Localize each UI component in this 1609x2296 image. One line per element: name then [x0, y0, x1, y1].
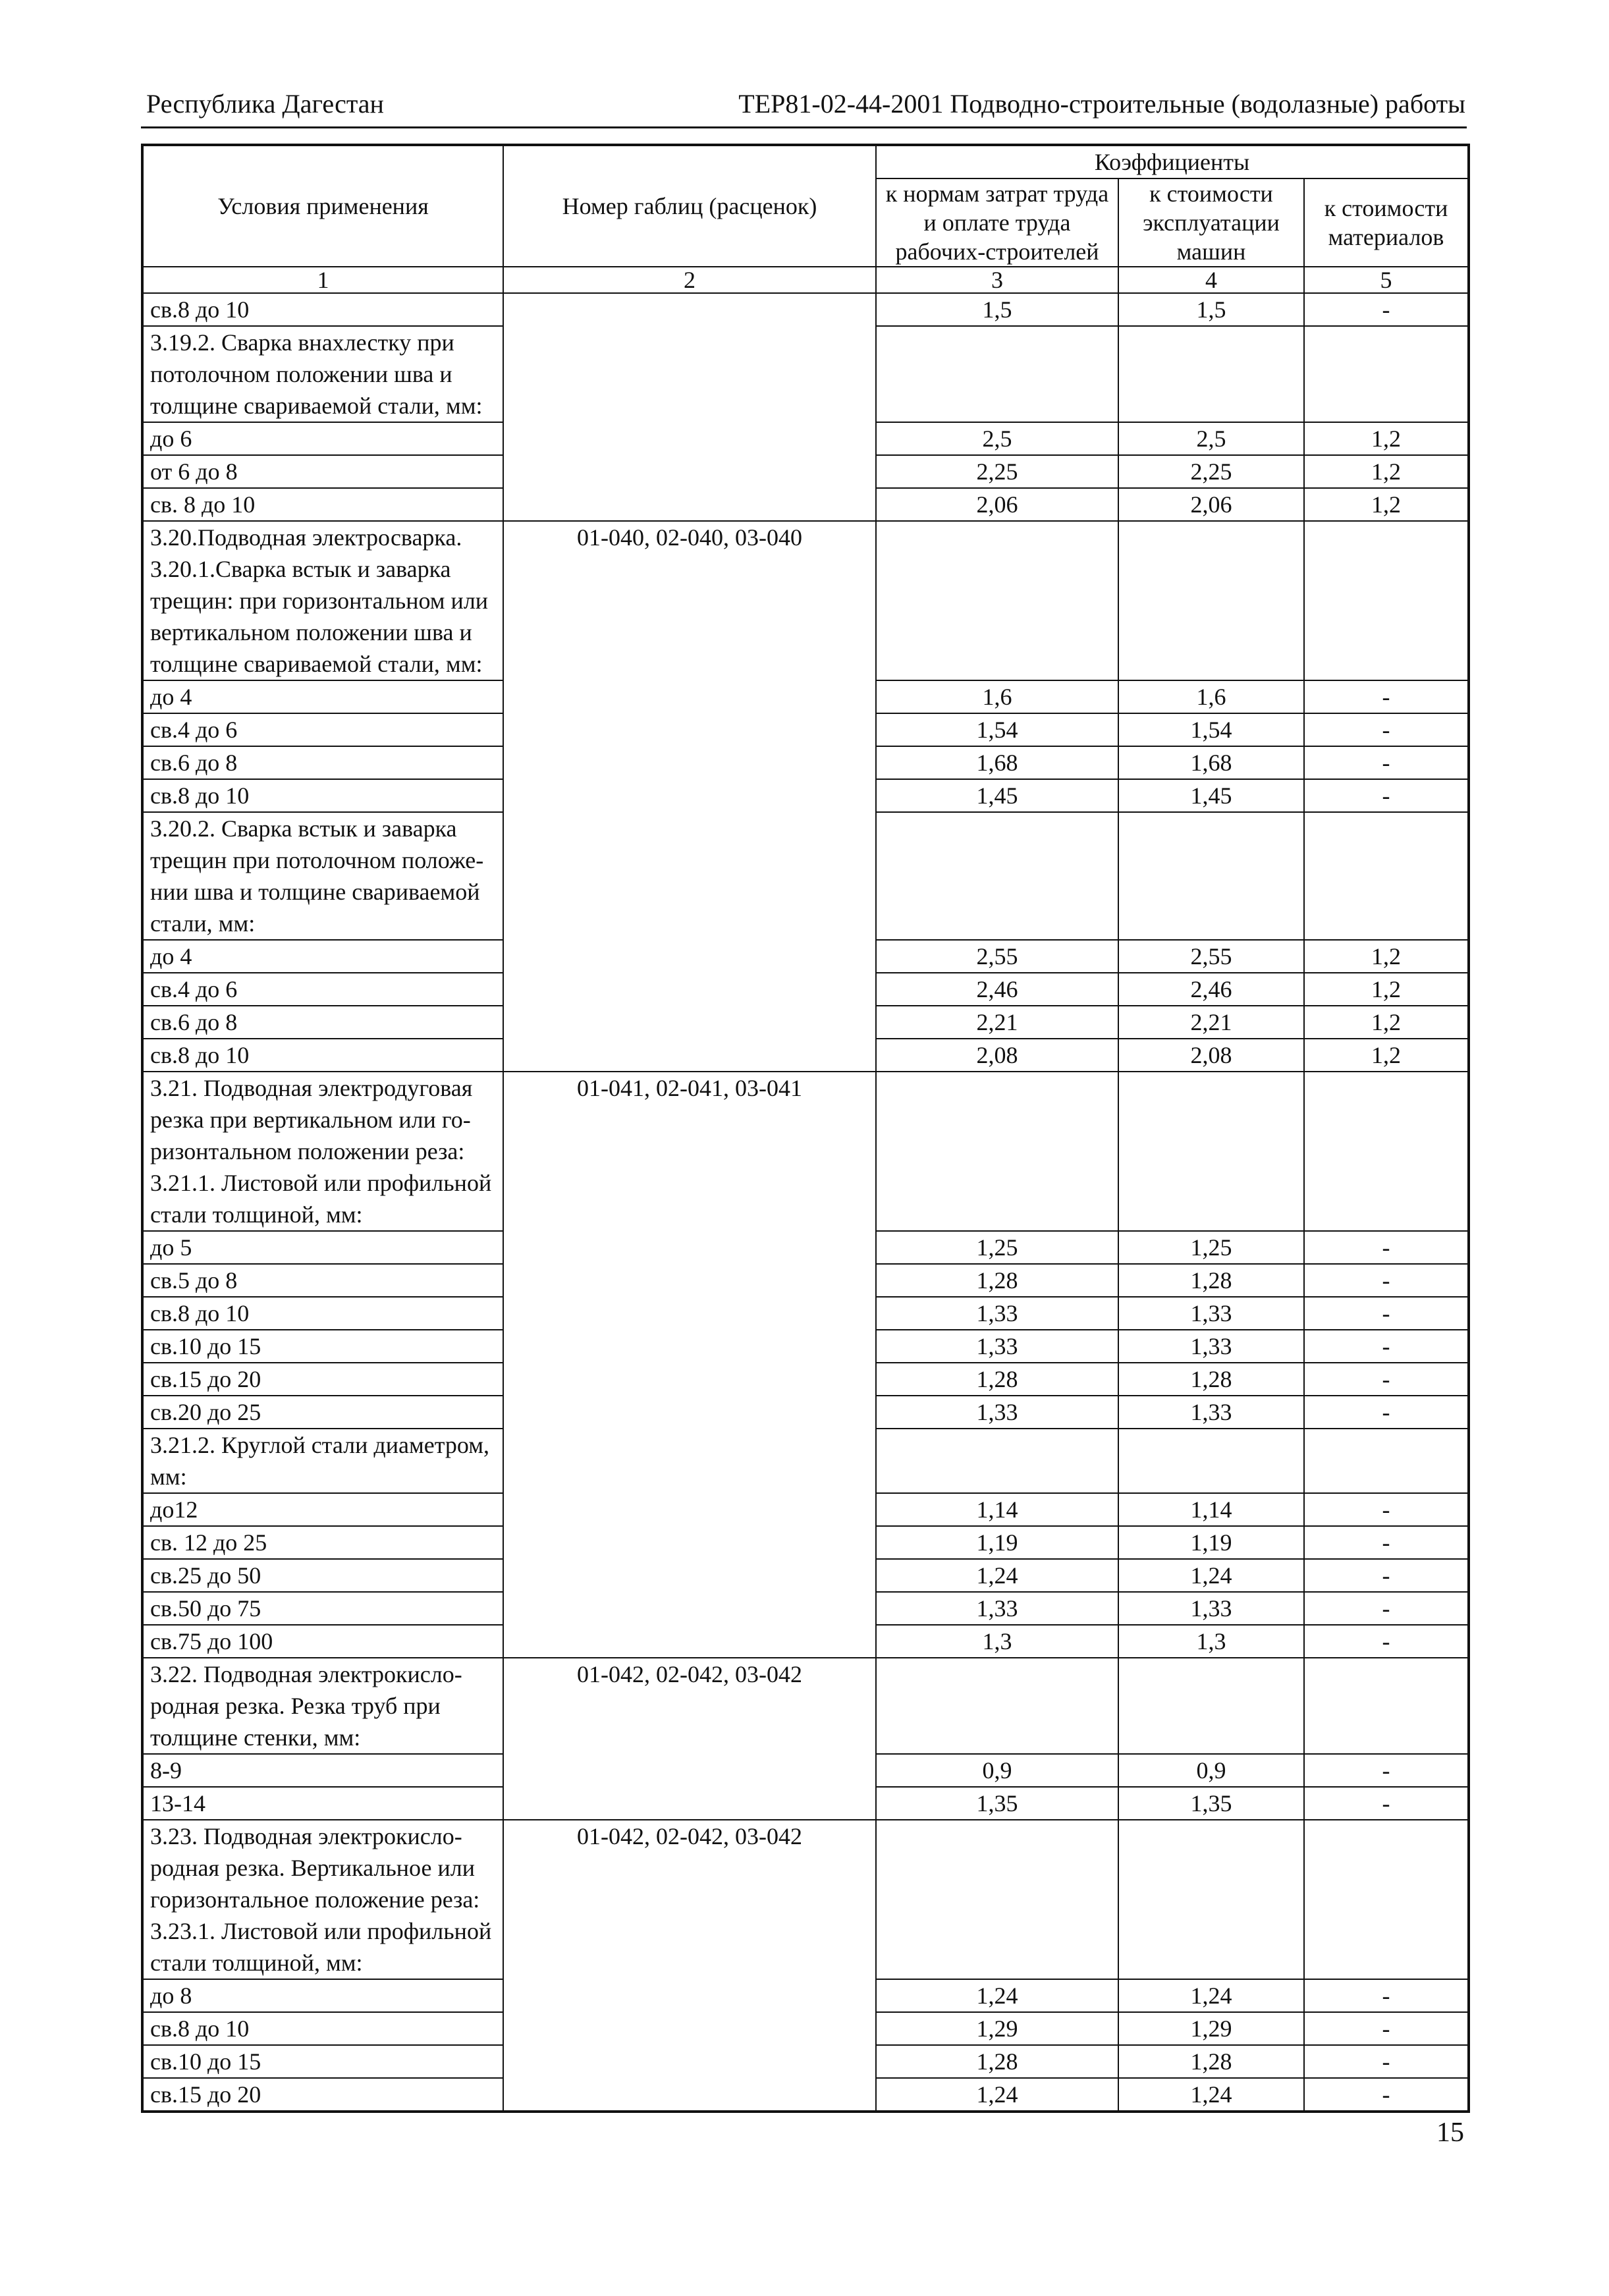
- condition-cell: 3.20.2. Сварка встык и заварка трещин при потолочном положе-нии шва и толщине свариваемой стали, мм:: [142, 812, 503, 940]
- condition-cell: св. 12 до 25: [142, 1526, 503, 1559]
- condition-cell: св.20 до 25: [142, 1396, 503, 1429]
- labor-coef-cell: 1,33: [876, 1330, 1118, 1363]
- labor-coef-cell: 2,46: [876, 973, 1118, 1006]
- machines-coef-cell: 2,46: [1118, 973, 1304, 1006]
- labor-coef-cell: 1,24: [876, 1979, 1118, 2012]
- table-numbers-cell: 01-041, 02-041, 03-041: [503, 1072, 876, 1658]
- materials-coef-cell: 1,2: [1304, 973, 1469, 1006]
- materials-coef-cell: [1304, 1072, 1469, 1231]
- col-head-table-numbers: Номер габлиц (расценок): [503, 145, 876, 267]
- machines-coef-cell: 1,54: [1118, 713, 1304, 746]
- labor-coef-cell: 1,28: [876, 1363, 1118, 1396]
- labor-coef-cell: 1,45: [876, 779, 1118, 812]
- table-numbers-cell: 01-040, 02-040, 03-040: [503, 521, 876, 1072]
- condition-cell: 8-9: [142, 1754, 503, 1787]
- labor-coef-cell: [876, 1072, 1118, 1231]
- machines-coef-cell: 1,3: [1118, 1625, 1304, 1658]
- materials-coef-cell: -: [1304, 1396, 1469, 1429]
- labor-coef-cell: 2,06: [876, 488, 1118, 521]
- table-numbers-cell: 01-042, 02-042, 03-042: [503, 1820, 876, 2112]
- machines-coef-cell: 2,08: [1118, 1039, 1304, 1072]
- materials-coef-cell: -: [1304, 1264, 1469, 1297]
- labor-coef-cell: 1,5: [876, 293, 1118, 326]
- table-row: [142, 521, 1469, 680]
- machines-coef-cell: 1,35: [1118, 1787, 1304, 1820]
- machines-coef-cell: 0,9: [1118, 1754, 1304, 1787]
- labor-coef-cell: 1,33: [876, 1297, 1118, 1330]
- machines-coef-cell: [1118, 521, 1304, 680]
- condition-cell: св.6 до 8: [142, 1006, 503, 1039]
- machines-coef-cell: 2,06: [1118, 488, 1304, 521]
- materials-coef-cell: -: [1304, 746, 1469, 779]
- coefficients-table: [141, 144, 1470, 2113]
- labor-coef-cell: 1,54: [876, 713, 1118, 746]
- col-number: 5: [1304, 267, 1469, 293]
- labor-coef-cell: [876, 1658, 1118, 1754]
- machines-coef-cell: [1118, 326, 1304, 422]
- table-row: [142, 293, 1469, 326]
- materials-coef-cell: -: [1304, 2078, 1469, 2112]
- table-numbers-cell: 01-042, 02-042, 03-042: [503, 1658, 876, 1820]
- machines-coef-cell: [1118, 812, 1304, 940]
- materials-coef-cell: [1304, 1820, 1469, 1979]
- machines-coef-cell: 2,21: [1118, 1006, 1304, 1039]
- condition-cell: 13-14: [142, 1787, 503, 1820]
- machines-coef-cell: 1,28: [1118, 2045, 1304, 2078]
- condition-cell: св.4 до 6: [142, 713, 503, 746]
- condition-cell: св.6 до 8: [142, 746, 503, 779]
- machines-coef-cell: 1,33: [1118, 1396, 1304, 1429]
- condition-cell: до 6: [142, 422, 503, 455]
- labor-coef-cell: [876, 1429, 1118, 1493]
- machines-coef-cell: 1,28: [1118, 1264, 1304, 1297]
- labor-coef-cell: 1,25: [876, 1231, 1118, 1264]
- machines-coef-cell: 1,33: [1118, 1297, 1304, 1330]
- condition-cell: до 4: [142, 680, 503, 713]
- condition-cell: св.15 до 20: [142, 2078, 503, 2112]
- materials-coef-cell: -: [1304, 1330, 1469, 1363]
- condition-cell: св.4 до 6: [142, 973, 503, 1006]
- labor-coef-cell: 2,55: [876, 940, 1118, 973]
- condition-cell: св.10 до 15: [142, 2045, 503, 2078]
- machines-coef-cell: 1,33: [1118, 1592, 1304, 1625]
- condition-cell: св.75 до 100: [142, 1625, 503, 1658]
- labor-coef-cell: [876, 326, 1118, 422]
- machines-coef-cell: 2,55: [1118, 940, 1304, 973]
- table-row: [142, 1072, 1469, 1231]
- materials-coef-cell: -: [1304, 1592, 1469, 1625]
- materials-coef-cell: -: [1304, 2012, 1469, 2045]
- labor-coef-cell: 1,3: [876, 1625, 1118, 1658]
- materials-coef-cell: -: [1304, 713, 1469, 746]
- materials-coef-cell: -: [1304, 1979, 1469, 2012]
- condition-cell: св.50 до 75: [142, 1592, 503, 1625]
- materials-coef-cell: -: [1304, 2045, 1469, 2078]
- machines-coef-cell: 1,33: [1118, 1330, 1304, 1363]
- materials-coef-cell: [1304, 812, 1469, 940]
- col-number: 1: [142, 267, 503, 293]
- materials-coef-cell: -: [1304, 1493, 1469, 1526]
- condition-cell: 3.23. Подводная электрокисло-родная резка. Вертикальное или горизонтальное положение реза: 3.23.1. Листовой или профильной стали толщиной, мм:: [142, 1820, 503, 1979]
- condition-cell: до12: [142, 1493, 503, 1526]
- table-row: [142, 1820, 1469, 1979]
- materials-coef-cell: -: [1304, 1625, 1469, 1658]
- condition-cell: до 4: [142, 940, 503, 973]
- labor-coef-cell: 1,33: [876, 1396, 1118, 1429]
- machines-coef-cell: [1118, 1820, 1304, 1979]
- labor-coef-cell: 0,9: [876, 1754, 1118, 1787]
- labor-coef-cell: 1,6: [876, 680, 1118, 713]
- labor-coef-cell: [876, 812, 1118, 940]
- col-number: 2: [503, 267, 876, 293]
- header-rule: [141, 126, 1467, 128]
- materials-coef-cell: [1304, 1429, 1469, 1493]
- materials-coef-cell: 1,2: [1304, 1039, 1469, 1072]
- machines-coef-cell: 2,5: [1118, 422, 1304, 455]
- condition-cell: св.8 до 10: [142, 779, 503, 812]
- machines-coef-cell: 1,5: [1118, 293, 1304, 326]
- labor-coef-cell: 2,5: [876, 422, 1118, 455]
- condition-cell: св.8 до 10: [142, 1039, 503, 1072]
- labor-coef-cell: 1,68: [876, 746, 1118, 779]
- materials-coef-cell: -: [1304, 293, 1469, 326]
- condition-cell: 3.22. Подводная электрокисло-родная резка. Резка труб при толщине стенки, мм:: [142, 1658, 503, 1754]
- condition-cell: 3.21. Подводная электродуговая резка при вертикальном или го-ризонтальном положении реза: 3.21.1. Листовой или профильной стали толщиной, мм:: [142, 1072, 503, 1231]
- machines-coef-cell: 1,28: [1118, 1363, 1304, 1396]
- condition-cell: от 6 до 8: [142, 455, 503, 488]
- labor-coef-cell: 1,24: [876, 2078, 1118, 2112]
- materials-coef-cell: -: [1304, 1787, 1469, 1820]
- materials-coef-cell: -: [1304, 680, 1469, 713]
- col-head-conditions: Условия применения: [142, 145, 503, 267]
- col-head-labor: к нормам затрат труда и оплате труда рабочих-строителей: [876, 178, 1118, 267]
- labor-coef-cell: 1,35: [876, 1787, 1118, 1820]
- materials-coef-cell: 1,2: [1304, 488, 1469, 521]
- machines-coef-cell: 1,24: [1118, 2078, 1304, 2112]
- machines-coef-cell: 1,24: [1118, 1559, 1304, 1592]
- condition-cell: 3.20.Подводная электросварка. 3.20.1.Сварка встык и заварка трещин: при горизонтальном или вертикальном положении шва и толщине свариваемой стали, мм:: [142, 521, 503, 680]
- col-number: 4: [1118, 267, 1304, 293]
- machines-coef-cell: 1,29: [1118, 2012, 1304, 2045]
- condition-cell: св.8 до 10: [142, 2012, 503, 2045]
- labor-coef-cell: 1,28: [876, 1264, 1118, 1297]
- condition-cell: до 8: [142, 1979, 503, 2012]
- materials-coef-cell: [1304, 1658, 1469, 1754]
- condition-cell: 3.21.2. Круглой стали диаметром, мм:: [142, 1429, 503, 1493]
- materials-coef-cell: 1,2: [1304, 422, 1469, 455]
- labor-coef-cell: 2,25: [876, 455, 1118, 488]
- materials-coef-cell: -: [1304, 1526, 1469, 1559]
- condition-cell: св.5 до 8: [142, 1264, 503, 1297]
- materials-coef-cell: -: [1304, 1231, 1469, 1264]
- labor-coef-cell: 1,29: [876, 2012, 1118, 2045]
- header-document-title: ТЕР81-02-44-2001 Подводно-строительные (водолазные) работы: [738, 89, 1465, 119]
- condition-cell: св.8 до 10: [142, 1297, 503, 1330]
- materials-coef-cell: -: [1304, 1559, 1469, 1592]
- machines-coef-cell: 2,25: [1118, 455, 1304, 488]
- labor-coef-cell: 2,21: [876, 1006, 1118, 1039]
- materials-coef-cell: 1,2: [1304, 1006, 1469, 1039]
- machines-coef-cell: [1118, 1658, 1304, 1754]
- machines-coef-cell: 1,19: [1118, 1526, 1304, 1559]
- materials-coef-cell: -: [1304, 1297, 1469, 1330]
- table-body: [142, 293, 1469, 2112]
- machines-coef-cell: 1,6: [1118, 680, 1304, 713]
- machines-coef-cell: 1,68: [1118, 746, 1304, 779]
- page-number: 15: [1436, 2118, 1464, 2148]
- condition-cell: св.25 до 50: [142, 1559, 503, 1592]
- table-numbers-cell: [503, 293, 876, 521]
- machines-coef-cell: 1,25: [1118, 1231, 1304, 1264]
- condition-cell: до 5: [142, 1231, 503, 1264]
- materials-coef-cell: [1304, 521, 1469, 680]
- col-number: 3: [876, 267, 1118, 293]
- machines-coef-cell: [1118, 1072, 1304, 1231]
- header-region: Республика Дагестан: [146, 89, 384, 119]
- condition-cell: 3.19.2. Сварка внахлестку при потолочном положении шва и толщине свариваемой стали, мм:: [142, 326, 503, 422]
- condition-cell: св.10 до 15: [142, 1330, 503, 1363]
- labor-coef-cell: [876, 521, 1118, 680]
- labor-coef-cell: 2,08: [876, 1039, 1118, 1072]
- col-head-materials: к стоимости материалов: [1304, 178, 1469, 267]
- materials-coef-cell: -: [1304, 779, 1469, 812]
- condition-cell: св. 8 до 10: [142, 488, 503, 521]
- materials-coef-cell: -: [1304, 1363, 1469, 1396]
- condition-cell: св.8 до 10: [142, 293, 503, 326]
- materials-coef-cell: 1,2: [1304, 455, 1469, 488]
- materials-coef-cell: -: [1304, 1754, 1469, 1787]
- labor-coef-cell: 1,19: [876, 1526, 1118, 1559]
- machines-coef-cell: [1118, 1429, 1304, 1493]
- labor-coef-cell: [876, 1820, 1118, 1979]
- col-head-coefficients: Коэффициенты: [876, 145, 1469, 178]
- materials-coef-cell: 1,2: [1304, 940, 1469, 973]
- machines-coef-cell: 1,45: [1118, 779, 1304, 812]
- col-head-machines: к стоимости эксплуатации машин: [1118, 178, 1304, 267]
- machines-coef-cell: 1,24: [1118, 1979, 1304, 2012]
- labor-coef-cell: 1,14: [876, 1493, 1118, 1526]
- labor-coef-cell: 1,33: [876, 1592, 1118, 1625]
- table-row: [142, 1658, 1469, 1754]
- labor-coef-cell: 1,24: [876, 1559, 1118, 1592]
- materials-coef-cell: [1304, 326, 1469, 422]
- machines-coef-cell: 1,14: [1118, 1493, 1304, 1526]
- labor-coef-cell: 1,28: [876, 2045, 1118, 2078]
- condition-cell: св.15 до 20: [142, 1363, 503, 1396]
